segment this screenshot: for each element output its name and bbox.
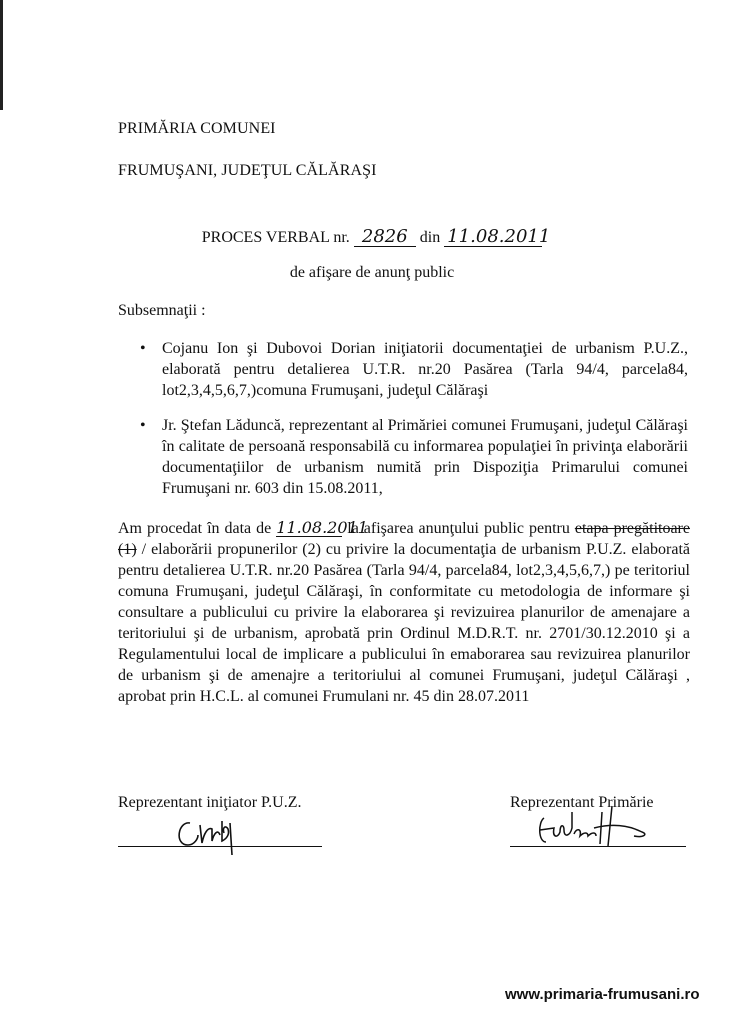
title-middle: din [419, 229, 441, 246]
list-item-text: Cojanu Ion şi Dubovoi Dorian iniţiatorii documentaţiei de urbanism P.U.Z., elaborată pentru detalierea U.T.R. nr.20 Pasărea (Tarla 94/4, parcela84, lot2,3,4,5,6,7,)comuna Frumuşani, judeţul Călăraşi [162, 340, 688, 399]
bullet-icon: • [140, 417, 146, 434]
initiator-signature-line [118, 846, 322, 847]
town-hall-signature-line [510, 846, 686, 847]
scan-edge-mark [0, 0, 3, 110]
handwritten-document-date: 11.08.2011 [444, 228, 542, 247]
handwritten-posting-date: 11.08.2011 [276, 518, 368, 537]
town-hall-signature [530, 802, 670, 852]
initiator-signature-label: Reprezentant iniţiator P.U.Z. [118, 794, 302, 811]
list-item [140, 415, 688, 499]
town-hall-signature-label: Reprezentant Primărie [510, 794, 654, 811]
footer-website: www.primaria-frumusani.ro [505, 986, 700, 1003]
institution-location: FRUMUŞANI, JUDEŢUL CĂLĂRAŞI [118, 162, 377, 179]
document-title [0, 228, 744, 247]
paragraph-part3: / elaborării propunerilor (2) cu privire la documentaţia de urbanism P.U.Z. elaborată pentru detalierea U.T.R. nr.20 Pasărea (Tarla 94/4, parcela84, lot2,3,4,5,6,7,) pe teritoriul comuna Frumuşani, judeţul Călăraşi, în conformitate cu metodologia de informare şi consultare a publicului cu privire la elaborarea şi revizuirea planurilor de amenajare a teritoriului şi de urbanism, aprobată prin Ordinul M.D.R.T. nr. 2701/30.12.2010 şi a Regulamentului local de implicare a publicului în emaborarea sau revizuirea planurilor de urbanism şi de amenajre a teritoriului al comunei Frumuşani, judeţul Călăraşi , aprobat prin H.C.L. al comunei Frumulani nr. 45 din 28.07.2011 [118, 541, 690, 705]
bullet-icon: • [140, 340, 146, 357]
list-item-text: Jr. Ştefan Lăduncă, reprezentant al Primăriei comunei Frumuşani, judeţul Călăraşi în calitate de persoană responsabilă cu informarea populaţiei în privinţa elaborării documentaţiilor de urbanism numită prin Dispoziţia Primarului comunei Frumuşani nr. 603 din 15.08.2011, [162, 417, 688, 497]
institution-name: PRIMĂRIA COMUNEI [118, 120, 276, 137]
signatories-list [140, 338, 688, 513]
handwritten-document-number: 2826 [354, 228, 416, 247]
document-subtitle: de afişare de anunţ public [289, 264, 455, 281]
main-paragraph [118, 518, 690, 707]
list-item [140, 338, 688, 401]
initiator-signature [168, 815, 268, 859]
title-prefix: PROCES VERBAL nr. [201, 229, 350, 246]
signatories-heading: Subsemnaţii : [118, 302, 206, 319]
paragraph-part2: la afişarea anunţului public pentru [347, 520, 570, 537]
paragraph-part1: Am procedat în data de [118, 520, 272, 537]
struck-through-text: etapa pregătitoare (1) [118, 520, 690, 558]
